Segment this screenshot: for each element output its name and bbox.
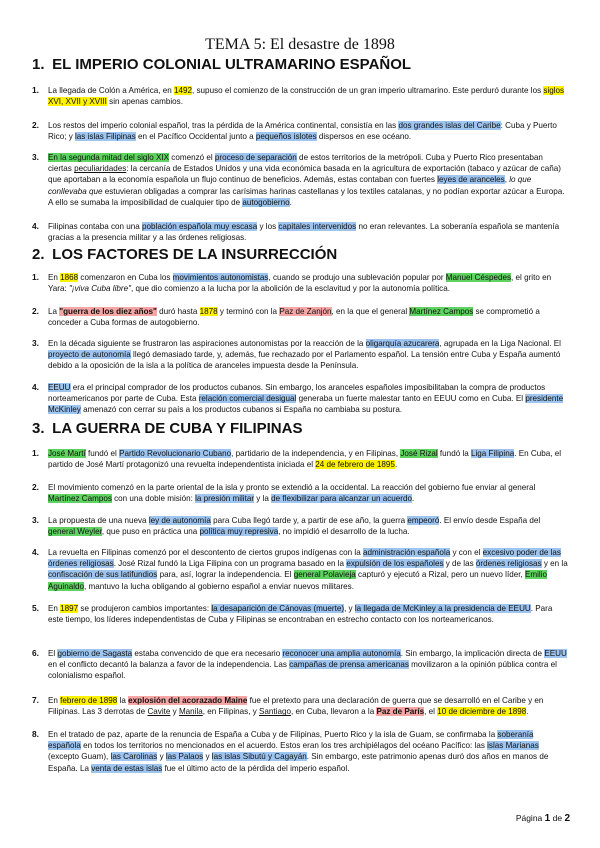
list-item [32,120,568,142]
text-run: movilizaron a la opinión pública contra el colonialismo español. [48,660,557,681]
highlighted-text: 10 de diciembre de 1898 [437,707,527,717]
text-run: "¡viva Cuba libre" [69,284,131,294]
item-text [48,547,568,592]
item-number: 1. [32,272,39,282]
text-run: La [48,307,60,316]
text-run: . Sin embargo, este patrimonio apenas duró dos años en manos de España. La [48,752,549,773]
item-number: 1. [32,448,39,458]
list-item [32,648,568,682]
highlighted-text: población española muy escasa [142,222,258,231]
item-text [48,515,568,537]
item-text [48,648,568,682]
text-run: y los [257,222,279,231]
document-title: TEMA 5: El desastre de 1898 [205,36,395,53]
page-label: Página [515,813,543,823]
item-text [48,85,568,107]
item-text [48,272,568,294]
text-run: En [48,604,61,613]
item-number: 2. [32,482,39,492]
text-run: El [48,649,58,658]
highlighted-text: las Carolinas [110,752,158,762]
text-run: de estos territorios de la metrópoli. Cuba y Puerto Rico presentaban ciertas [48,153,543,174]
highlighted-text: Manuel Céspedes [445,273,512,282]
text-run: y en la [541,559,568,569]
text-run: fundó la [437,449,471,458]
text-run: y la [254,494,272,504]
text-run: : la cercanía de Estados Unidos y una vida económica basada en la agricultura de exportación (tabaco y azúcar de caña) que aportaban a la economía española un flujo continuo de beneficios. Además, estas contaban con fuertes [48,164,561,185]
highlighted-text: campañas de prensa americanas [289,660,409,670]
text-run: Los restos del imperio colonial español, tras la pérdida de la América continental, consistía en las [48,121,399,130]
text-run: y de las [443,559,476,569]
text-run: peculiaridades [74,164,127,174]
highlighted-text: explosión del acorazado Maine [128,696,248,705]
highlighted-text: proyecto de autonomía [48,350,131,360]
section-title: LOS FACTORES DE LA INSURRECCIÓN [52,246,338,263]
text-run: , no impidió el desarrollo de la lucha. [278,527,410,537]
text-run: capturó y ejecutó a Rizal, pero un nuevo líder, [355,570,525,580]
text-run: , en Filipinas, y [202,707,260,717]
item-number: 4. [32,547,39,557]
highlighted-text: soberanía española [48,730,534,751]
section-number: 3. [32,420,45,437]
highlighted-text: 1878 [199,307,218,316]
text-run: estaba convencido de que era necesario [132,649,283,658]
highlighted-text: dos grandes islas del Caribe [398,121,501,130]
highlighted-text: Emilio Aguinaldo [48,570,548,591]
text-run: En el tratado de paz, aparte de la renuncia de España a Cuba y de Filipinas, Puerto Rico y la isla de Guam, se confirmaba la [48,730,498,739]
text-run: El movimiento comenzó en la parte oriental de la isla y pronto se extendió a la occidental. La reacción del gobierno fue enviar al general [48,483,536,492]
section-heading [32,56,411,73]
item-text [48,152,568,208]
highlighted-text: la llegada de McKinley a la presidencia de EEUU [354,604,531,613]
highlighted-text: relación comercial desigual [198,394,297,404]
item-number: 6. [32,648,39,658]
highlighted-text: las Palaos [165,752,204,762]
highlighted-text: siglos XVI, XVII y XVIII [48,86,565,107]
text-run: con una doble misión: [111,494,196,504]
section-heading [32,420,302,437]
highlighted-text: José Rizal [400,449,438,458]
list-item [32,272,568,294]
text-run: lo que conllevaba que [48,175,532,196]
highlighted-text: las islas Filipinas [75,132,136,142]
highlighted-text: Paz de París [376,707,425,717]
text-run: para, así, lograr la independencia. El [157,570,294,580]
text-run: y [157,752,166,762]
text-run: y [170,707,179,717]
text-run: , en la que el general [331,307,410,316]
list-item [32,547,568,592]
list-item [32,338,568,372]
text-run: Cavite [147,707,171,717]
highlighted-text: En la segunda mitad del siglo XIX [48,153,170,162]
total-pages: 2 [564,813,570,824]
highlighted-text: venta de estas islas [91,763,163,773]
highlighted-text: la presión militar [195,494,255,504]
text-run: sin apenas cambios. [106,97,183,107]
text-run: se comprometió a conceder a Cuba formas de autogobierno. [48,307,540,328]
section-number: 2. [32,246,45,263]
text-run: dispersos en ese océano. [316,132,412,142]
item-number: 2. [32,306,39,316]
highlighted-text: las islas Sibutú y Cagayán [211,752,307,762]
section-title: EL IMPERIO COLONIAL ULTRAMARINO ESPAÑOL [52,56,412,73]
text-run: , que dio comienzo a la lucha por la abolición de la esclavitud y por la autonomía política. [130,284,450,294]
text-run: En [48,696,61,705]
item-number: 3. [32,338,39,348]
text-run: . Para este tiempo, los líderes independentistas de Cuba y Filipinas se encontraban en estrecho contacto con los norteamericanos. [48,604,553,625]
highlighted-text: Partido Revolucionario Cubano [119,449,232,458]
highlighted-text: islas Marianas [487,741,539,751]
highlighted-text: excesivo poder de las órdenes religiosas [48,548,561,569]
item-text [48,448,568,470]
section-number: 1. [32,56,45,73]
text-run: fundó el [85,449,120,458]
text-run: , el grito en Yara: [48,273,552,294]
list-item [32,515,568,537]
highlighted-text: EEUU [48,383,71,392]
highlighted-text: gobierno de Sagasta [57,649,133,658]
highlighted-text: capitales intervenidos [278,222,357,231]
highlighted-text: proceso de separación [214,153,297,162]
text-run: . Sin embargo, la implicación directa de [400,649,545,658]
highlighted-text: confiscación de sus latifundios [48,570,158,580]
highlighted-text: 1492 [174,86,193,95]
list-item [32,85,568,107]
text-run: , y [344,604,355,613]
text-run: , agrupada en la Liga Nacional. El [439,339,561,348]
highlighted-text: Liga Filipina [471,449,515,458]
text-run: : Cuba y Puerto Rico; y [48,121,557,142]
list-item [32,448,568,470]
page-number [516,813,570,824]
list-item [32,382,568,416]
text-run: , mantuvo la lucha obligando al gobierno español a enviar nuevos militares. [84,581,354,591]
highlighted-text: autogobierno [242,197,290,207]
item-number: 1. [32,85,39,95]
item-text [48,306,568,328]
highlighted-text: Paz de Zanjón [279,307,332,316]
highlighted-text: ley de autonomía [148,516,211,525]
highlighted-text: general Weyler [48,527,102,537]
text-run: para Cuba llegó tarde y, a partir de ese año, la guerra [210,516,408,525]
text-run: duró hasta [156,307,200,316]
text-run: llegó demasiado tarde, y, además, fue rechazado por el Parlamento español. La tensión entre Cuba y España aumentó debido a la oposición de la isla a la política de aranceles impuesta desde la Península. [48,350,561,371]
text-run: (excepto Guam), [48,752,111,762]
list-item [32,221,568,243]
text-run: Manila [178,707,203,717]
item-number: 4. [32,382,39,392]
text-run: y terminó con la [217,307,280,316]
highlighted-text: general Polavieja [293,570,356,580]
text-run: . [394,460,398,470]
list-item [32,482,568,504]
text-run: La revuelta en Filipinas comenzó por el descontento de ciertos grupos indígenas con la [48,548,363,557]
text-run: La llegada de Colón a América, en [48,86,174,95]
item-number: 2. [32,120,39,130]
text-run: se produjeron cambios importantes: [78,604,212,613]
item-text [48,603,568,625]
highlighted-text: Martínez Campos [48,494,112,504]
text-run: . El envío desde España del [439,516,541,525]
section-title: LA GUERRA DE CUBA Y FILIPINAS [52,420,303,437]
text-run: , el [424,707,438,717]
text-run: y [203,752,212,762]
text-run: y con el [450,548,483,557]
list-item [32,152,568,208]
list-item [32,306,568,328]
text-run: comenzó el [169,153,215,162]
highlighted-text: José Martí [48,449,86,458]
highlighted-text: febrero de 1898 [60,696,118,705]
highlighted-text: de flexibilizar para alcanzar un acuerdo [271,494,412,504]
text-run: en el Pacífico Occidental junto a [135,132,256,142]
section-heading [32,246,337,263]
text-run: no eran relevantes. La soberanía española se mantenía gracias a la presencia militar y a las órdenes religiosas. [48,222,560,243]
text-run: La propuesta de una nueva [48,516,149,525]
text-run: . [289,197,292,207]
text-run: en el conflicto decantó la balanza a favor de la independencia. Las [48,660,290,670]
text-run: fue el último acto de la pérdida del imperio español. [162,763,350,773]
highlighted-text: Martínez Campos [409,307,474,316]
text-run: comenzaron en Cuba los [78,273,173,282]
highlighted-text: pequeños islotes [255,132,317,142]
item-text [48,729,568,774]
text-run: amenazó con cerrar su país a los productos cubanos si España no cambiaba su postura. [80,405,403,415]
highlighted-text: EEUU [544,649,567,658]
item-text [48,221,568,243]
highlighted-text: empeoró [407,516,440,525]
item-number: 4. [32,221,39,231]
item-number: 8. [32,729,39,739]
highlighted-text: movimientos autonomistas [172,273,269,282]
highlighted-text: la desaparición de Cánovas (muerte) [211,604,345,613]
page-of: de [552,813,563,823]
text-run: , [504,175,510,185]
text-run: la [117,696,129,705]
text-run: en todos los territorios no mencionados en el acuerdo. Estos eran los tres archipiélagos del océano Pacífico: las [80,741,488,751]
text-run: , en Cuba, llevaron a la [290,707,377,717]
item-number: 5. [32,603,39,613]
highlighted-text: administración española [362,548,451,557]
item-number: 3. [32,152,39,162]
item-text [48,382,568,416]
text-run: En la década siguiente se frustraron las aspiraciones autonomistas por la reacción de la [48,339,366,348]
text-run: fue el pretexto para una declaración de guerra que se desarrolló en el Caribe y en Filipinas. Las 3 derrotas de [48,696,544,717]
text-run: estuvieran obligadas a comprar las carísimas harinas castellanas y los textiles catalanas, y no podían exportar azúcar a Europa. A ello se sumaba la imposibilidad de cualquier tipo de [48,186,565,207]
text-run: generaba un fuerte malestar tanto en EEUU como en Cuba. El [296,394,526,404]
highlighted-text: órdenes religiosas [475,559,542,569]
list-item [32,695,568,717]
text-run: , cuando se produjo una sublevación popular por [268,273,446,282]
text-run: . [526,707,529,717]
item-text [48,338,568,372]
text-run: era el principal comprador de los productos cubanos. Sin embargo, los aranceles españoles imposibilitaban la compra de productos norteamericanos por parte de Cuba. Esta [48,383,546,404]
highlighted-text: "guerra de los diez años" [59,307,157,316]
text-run: . José Rizal fundó la Liga Filipina con un programa basado en la [113,559,347,569]
text-run: Filipinas contaba con una [48,222,143,231]
highlighted-text: expulsión de los españoles [346,559,444,569]
highlighted-text: oligarquía azucarera [365,339,440,348]
text-run: . En Cuba, el partido de José Martí protagonizó una revuelta independentista iniciada el [48,449,561,470]
highlighted-text: reconocer una amplia autonomía [282,649,401,658]
item-number: 3. [32,515,39,525]
item-text [48,120,568,142]
text-run: , partidario de la independencia, y en Filipinas, [231,449,401,458]
highlighted-text: política muy represiva [199,527,279,537]
text-run: , que puso en práctica una [101,527,200,537]
item-number: 7. [32,695,39,705]
highlighted-text: 24 de febrero de 1895 [315,460,395,470]
list-item [32,729,568,774]
text-run: , supuso el comienzo de la construcción de un gran imperio ultramarino. Este perduró durante los [192,86,544,95]
item-text [48,695,568,717]
text-run: En [48,273,61,282]
current-page: 1 [544,813,551,824]
list-item [32,603,568,625]
highlighted-text: presidente McKinley [48,394,564,415]
text-run: Santiago [259,707,291,717]
text-run: . [411,494,415,504]
highlighted-text: 1868 [60,273,79,282]
highlighted-text: leyes de aranceles [437,175,505,185]
highlighted-text: 1897 [60,604,79,613]
item-text [48,482,568,504]
